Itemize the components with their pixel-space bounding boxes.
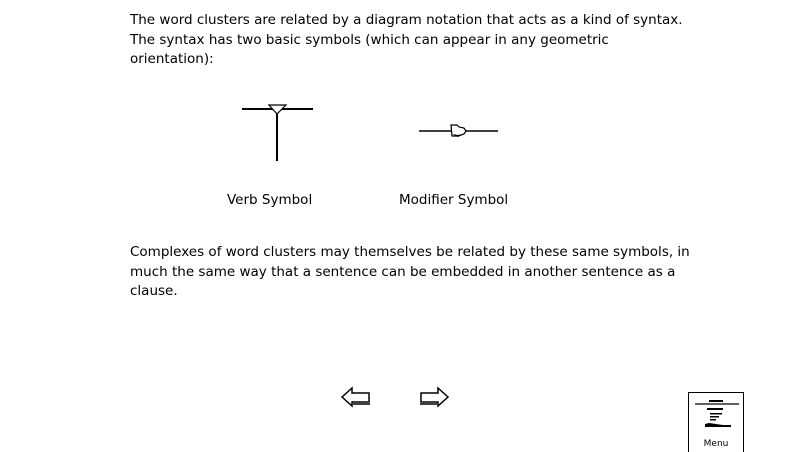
menu-label: Menu <box>703 439 729 449</box>
modifier-symbol-icon <box>418 120 500 142</box>
menu-document-icon <box>693 397 741 433</box>
body-text: Complexes of word clusters may themselves be related by these same symbols, in much the same way that a sentence can be embedded in another sentence as a clause. <box>130 244 690 299</box>
menu-button[interactable] <box>688 392 744 452</box>
verb-symbol-label: Verb Symbol <box>227 192 313 208</box>
left-arrow-icon[interactable] <box>341 386 371 408</box>
modifier-symbol-label: Modifier Symbol <box>399 192 509 208</box>
verb-symbol-icon <box>240 100 316 164</box>
right-arrow-icon[interactable] <box>419 386 449 408</box>
intro-text: The word clusters are related by a diagram notation that acts as a kind of syntax. The syntax has two basic symbols (which can appear in any geometric orientation): <box>130 12 683 67</box>
